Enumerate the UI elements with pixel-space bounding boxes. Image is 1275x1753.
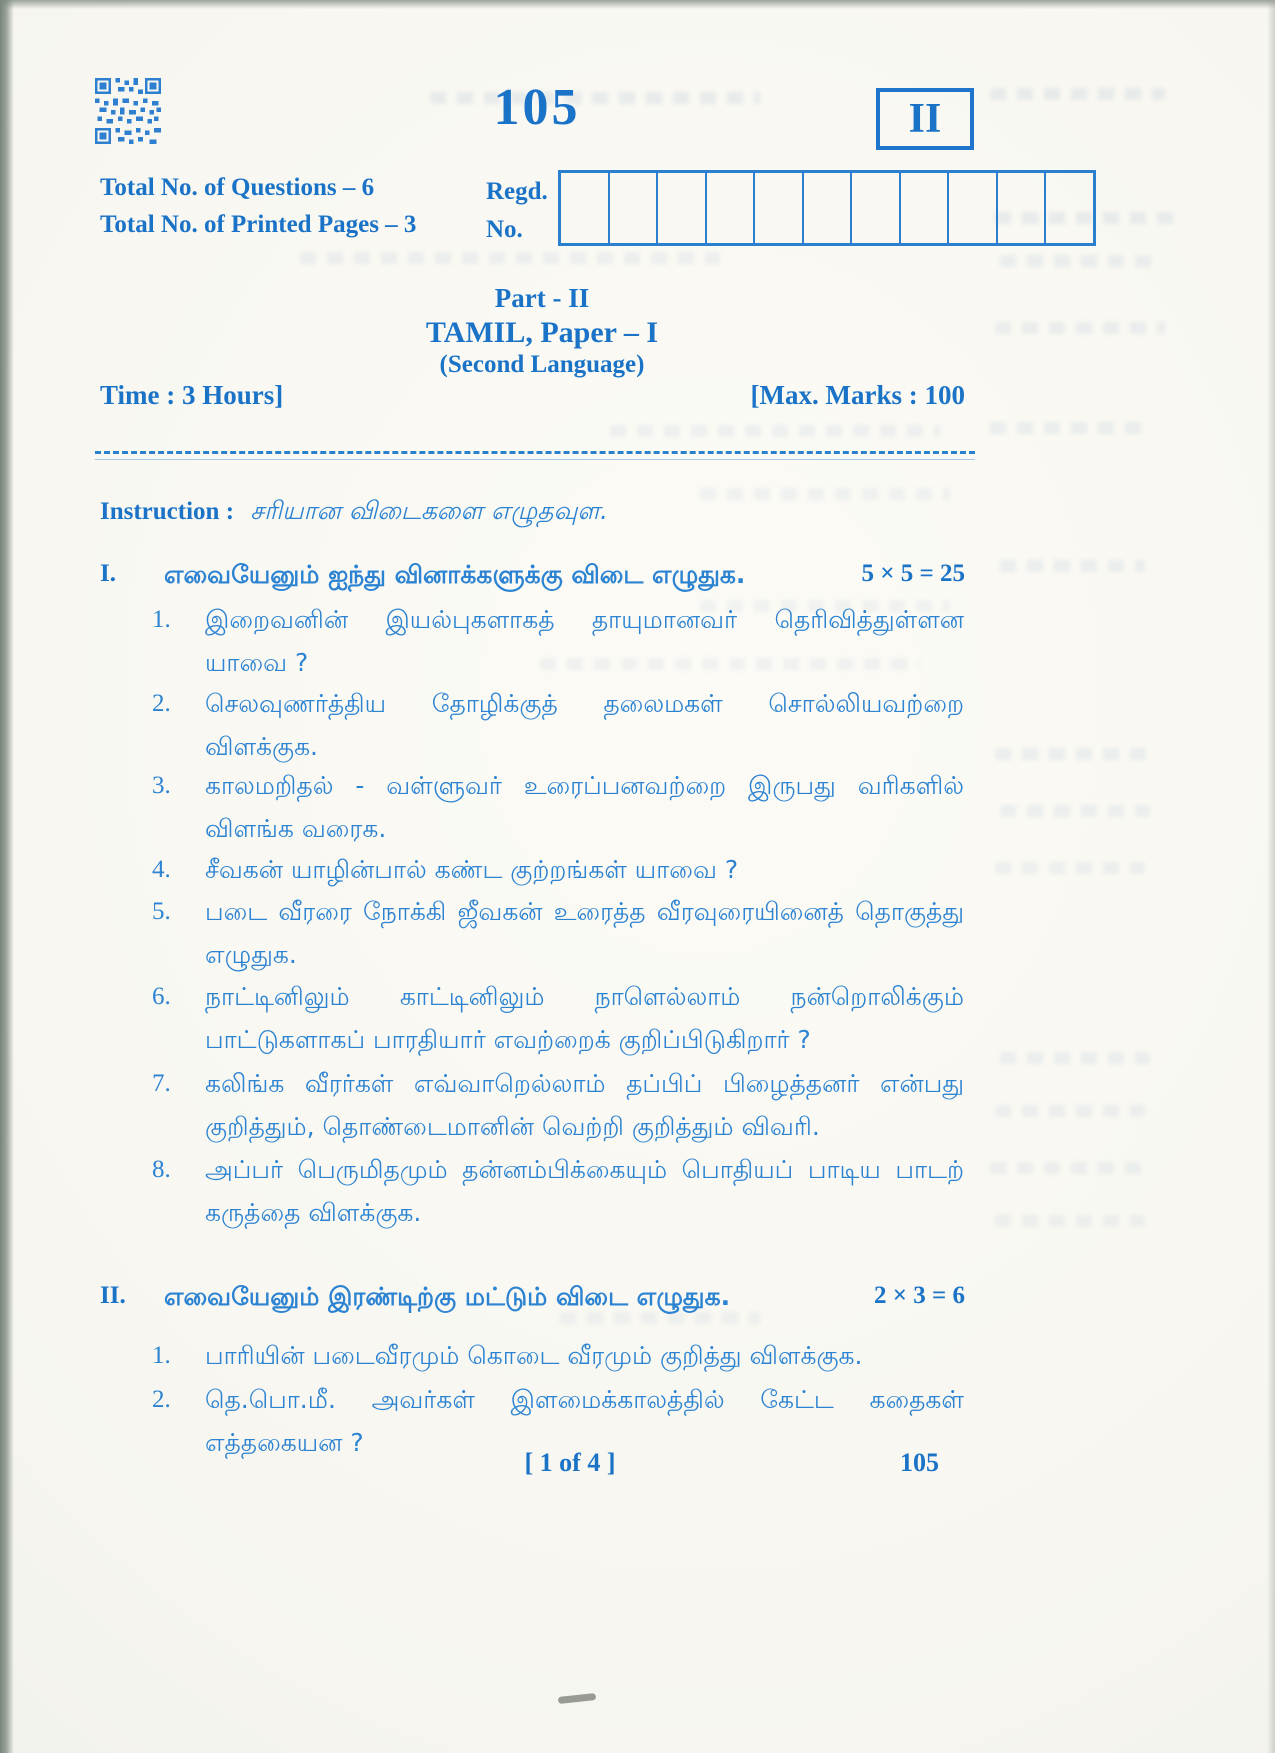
bleedthrough-artifact [1000, 255, 1155, 267]
question-row [152, 975, 964, 1061]
question-number: 1. [152, 1342, 171, 1369]
total-pages-label: Total No. of Printed Pages – 3 [100, 211, 417, 238]
question-text: கலிங்க வீரர்கள் எவ்வாறெல்லாம் தப்பிப் பிழைத்தனர் என்பது குறித்தும், தொண்டைமானின் வெற்றி குறித்தும் விவரி. [205, 1069, 964, 1141]
instruction-label: Instruction : [100, 498, 235, 525]
bleedthrough-artifact [1000, 560, 1145, 572]
time-allowed: Time : 3 Hours] [100, 380, 284, 410]
question-row [152, 1062, 964, 1148]
regd-cell [658, 173, 707, 243]
regd-no-label: No. [486, 216, 523, 243]
question-number: 6. [152, 983, 171, 1010]
question-number: 3. [152, 772, 171, 799]
part-badge: II [876, 88, 974, 150]
section-heading: எவையேனும் இரண்டிற்கு மட்டும் விடை எழுதுக. [164, 1282, 731, 1311]
bleedthrough-artifact [995, 862, 1145, 874]
section-number: I. [100, 560, 116, 587]
question-number: 4. [152, 856, 171, 883]
max-marks: [Max. Marks : 100 [750, 380, 965, 410]
regd-cell [998, 173, 1047, 243]
question-number: 1. [152, 606, 171, 633]
regd-cell [707, 173, 756, 243]
question-row [152, 1334, 964, 1377]
question-row [152, 682, 964, 768]
scan-edge-left [0, 0, 14, 1753]
section-heading: எவையேனும் ஐந்து வினாக்களுக்கு விடை எழுதுக. [164, 560, 746, 589]
question-row [152, 890, 964, 976]
bleedthrough-artifact [995, 1215, 1145, 1227]
bleedthrough-artifact [1000, 1052, 1150, 1064]
total-questions-label: Total No. of Questions – 6 [100, 174, 375, 201]
scan-smudge [558, 1693, 597, 1704]
question-number: 7. [152, 1070, 171, 1097]
regd-cell [949, 173, 998, 243]
section-marks: 2 × 3 = 6 [874, 1282, 965, 1309]
title-block [0, 283, 1084, 379]
section-number: II. [100, 1282, 126, 1309]
bleedthrough-artifact [610, 425, 940, 437]
question-text: செலவுணர்த்திய தோழிக்குத் தலைமகள் சொல்லியவற்றை விளக்குக. [205, 689, 964, 761]
question-row [152, 1148, 964, 1234]
qr-code-icon [95, 78, 161, 144]
section-heading-row [100, 1282, 965, 1315]
bleedthrough-artifact [300, 252, 720, 264]
regd-cell [755, 173, 804, 243]
regd-number-grid [558, 170, 1096, 246]
question-number: 2. [152, 690, 171, 717]
question-text: நாட்டினிலும் காட்டினிலும் நாளெல்லாம் நன்றொலிக்கும் பாட்டுகளாகப் பாரதியார் எவற்றைக் குறிப்பிடுகிறார் ? [205, 982, 964, 1054]
paper-code: 105 [493, 79, 581, 136]
question-text: காலமறிதல் - வள்ளுவர் உரைப்பனவற்றை இருபது வரிகளில் விளங்க வரைக. [205, 771, 964, 843]
regd-cell [561, 173, 610, 243]
question-text: அப்பர் பெருமிதமும் தன்னம்பிக்கையும் பொதியப் பாடிய பாடற் கருத்தை விளக்குக. [205, 1155, 964, 1227]
time-marks-row [100, 380, 965, 411]
regd-label: Regd. [486, 178, 548, 205]
question-text: படை வீரரை நோக்கி ஜீவகன் உரைத்த வீரவுரையினைத் தொகுத்து எழுதுக. [205, 897, 964, 969]
footer-page-indicator: [ 1 of 4 ] [524, 1448, 616, 1477]
regd-cell [804, 173, 853, 243]
section-heading-row [100, 560, 965, 593]
question-number: 2. [152, 1386, 171, 1413]
regd-cell [610, 173, 659, 243]
question-text: பாரியின் படைவீரமும் கொடை வீரமும் குறித்து விளக்குக. [205, 1341, 863, 1370]
bleedthrough-artifact [1000, 805, 1150, 817]
question-row [152, 848, 964, 891]
question-row [152, 598, 964, 684]
regd-cell [852, 173, 901, 243]
question-text: சீவகன் யாழின்பால் கண்ட குற்றங்கள் யாவை ? [205, 855, 739, 884]
question-row [152, 764, 964, 850]
scan-edge-top [0, 0, 1275, 9]
footer-paper-code: 105 [900, 1448, 939, 1477]
bleedthrough-artifact [995, 1105, 1145, 1117]
subject-title: TAMIL, Paper – I [425, 316, 659, 349]
dashed-divider-shadow [95, 459, 975, 460]
regd-cell [901, 173, 950, 243]
question-number: 8. [152, 1156, 171, 1183]
instruction-row [100, 496, 970, 529]
question-text: தெ.பொ.மீ. அவர்கள் இளமைக்காலத்தில் கேட்ட கதைகள் எத்தகையன ? [205, 1385, 964, 1457]
instruction-text: சரியான விடைகளை எழுதவுள. [250, 496, 608, 525]
scan-edge-right [1267, 0, 1275, 1753]
question-text: இறைவனின் இயல்புகளாகத் தாயுமானவர் தெரிவித்துள்ளன யாவை ? [205, 605, 964, 677]
regd-cell [1046, 173, 1093, 243]
bleedthrough-artifact [990, 1162, 1150, 1174]
section-marks: 5 × 5 = 25 [861, 560, 965, 587]
bleedthrough-artifact [990, 88, 1165, 100]
language-subtitle: (Second Language) [439, 351, 645, 378]
bleedthrough-artifact [990, 422, 1150, 434]
bleedthrough-artifact [995, 748, 1150, 760]
part-title: Part - II [494, 283, 590, 313]
dashed-divider [95, 451, 975, 454]
question-number: 5. [152, 898, 171, 925]
